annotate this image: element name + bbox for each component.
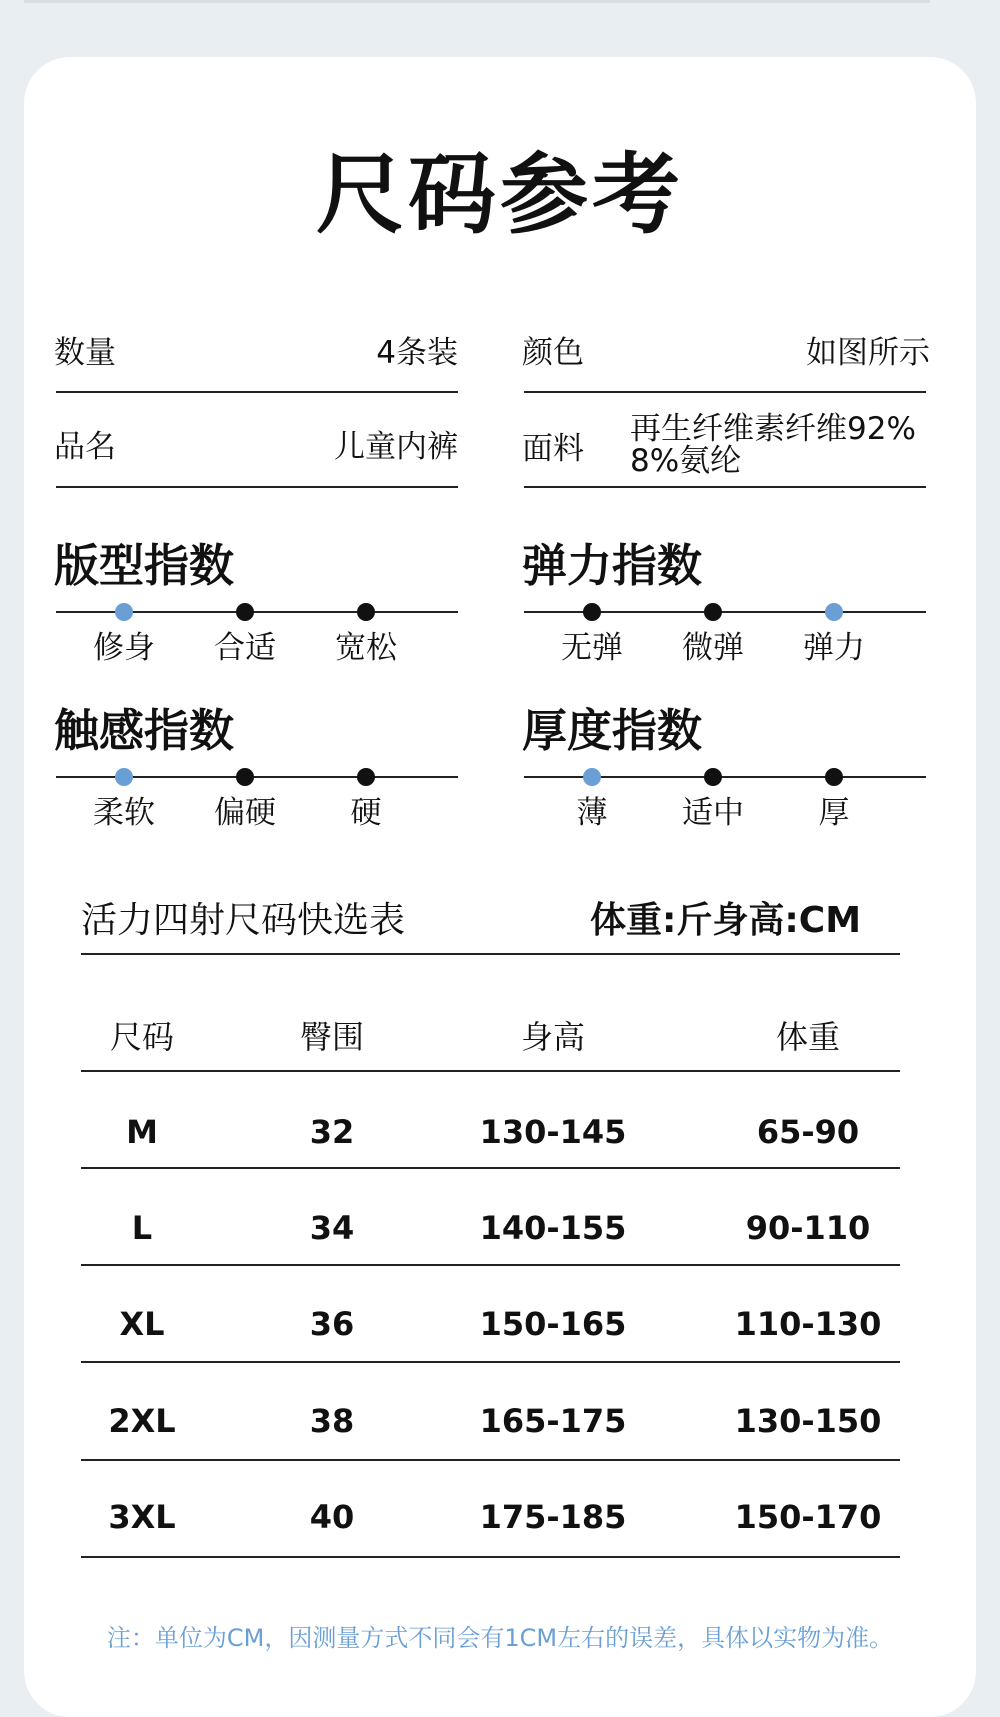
quick-select-units: 体重:斤身高:CM — [590, 900, 862, 941]
table-cell: 150-170 — [734, 1498, 882, 1536]
table-row-divider — [81, 1167, 900, 1169]
table-cell: 130-145 — [479, 1113, 627, 1151]
table-cell: 65-90 — [756, 1113, 860, 1151]
info-divider — [524, 486, 926, 488]
table-header-cell: 身高 — [520, 1018, 585, 1056]
page-title: 尺码参考 — [315, 143, 684, 246]
table-cell: 38 — [309, 1402, 355, 1440]
index-dot — [583, 603, 601, 621]
index-option-label: 宽松 — [335, 630, 397, 666]
index-dot — [357, 768, 375, 786]
info-divider — [524, 391, 926, 393]
table-cell: 36 — [309, 1305, 355, 1343]
index-option-label: 弹力 — [803, 630, 865, 666]
fabric-label: 面料 — [522, 431, 584, 467]
index-option-label: 无弹 — [561, 630, 623, 666]
index-option-label: 厚 — [818, 795, 850, 831]
index-dot — [236, 603, 254, 621]
table-row-divider — [81, 1459, 900, 1461]
index-dot-selected — [115, 603, 133, 621]
size-reference-card — [24, 57, 976, 1717]
product-name-label: 品名 — [54, 429, 116, 465]
product-name-value: 儿童内裤 — [334, 429, 458, 465]
index-option-label: 薄 — [576, 795, 608, 831]
index-title: 厚度指数 — [522, 704, 703, 757]
measurement-note: 注：单位为CM，因测量方式不同会有1CM左右的误差，具体以实物为准。 — [106, 1624, 894, 1652]
table-cell: 175-185 — [479, 1498, 627, 1536]
index-title: 版型指数 — [54, 539, 235, 592]
color-value: 如图所示 — [806, 335, 930, 371]
table-header-cell: 尺码 — [109, 1018, 174, 1056]
index-dot — [704, 768, 722, 786]
index-option-label: 偏硬 — [214, 795, 276, 831]
table-row-divider — [81, 1361, 900, 1363]
table-cell: 3XL — [108, 1498, 176, 1536]
table-cell: 40 — [309, 1498, 355, 1536]
table-cell: 32 — [309, 1113, 355, 1151]
color-label: 颜色 — [522, 335, 584, 371]
index-dot-selected — [583, 768, 601, 786]
table-row-divider — [81, 1264, 900, 1266]
index-dot — [236, 768, 254, 786]
table-cell: 150-165 — [479, 1305, 627, 1343]
index-option-label: 柔软 — [93, 795, 155, 831]
table-row-divider — [81, 1556, 900, 1558]
table-cell: 165-175 — [479, 1402, 627, 1440]
index-option-label: 适中 — [682, 795, 744, 831]
fabric-value-line2: 8%氨纶 — [630, 443, 742, 479]
table-cell: L — [131, 1209, 153, 1247]
quantity-label: 数量 — [54, 335, 116, 371]
index-dot-selected — [115, 768, 133, 786]
table-cell: 34 — [309, 1209, 355, 1247]
info-divider — [56, 486, 458, 488]
table-cell: M — [126, 1113, 158, 1151]
table-header-cell: 体重 — [775, 1018, 840, 1056]
table-cell: 90-110 — [745, 1209, 871, 1247]
table-cell: 2XL — [108, 1402, 176, 1440]
index-option-label: 微弹 — [682, 630, 744, 666]
index-option-label: 硬 — [350, 795, 382, 831]
index-option-label: 合适 — [214, 630, 276, 666]
table-cell: 140-155 — [479, 1209, 627, 1247]
index-title: 触感指数 — [54, 704, 235, 757]
index-dot — [357, 603, 375, 621]
quantity-value: 4条装 — [376, 335, 458, 371]
table-cell: 110-130 — [734, 1305, 882, 1343]
fabric-value-line1: 再生纤维素纤维92% — [630, 411, 916, 447]
table-cell: XL — [119, 1305, 165, 1343]
info-divider — [56, 391, 458, 393]
index-option-label: 修身 — [93, 630, 155, 666]
table-title-divider — [81, 953, 900, 955]
table-row-divider — [81, 1070, 900, 1072]
index-dot-selected — [825, 603, 843, 621]
index-title: 弹力指数 — [522, 539, 703, 592]
table-header-cell: 臀围 — [299, 1018, 364, 1056]
top-divider — [24, 0, 930, 3]
index-dot — [825, 768, 843, 786]
index-dot — [704, 603, 722, 621]
quick-select-title: 活力四射尺码快选表 — [81, 900, 406, 941]
table-cell: 130-150 — [734, 1402, 882, 1440]
